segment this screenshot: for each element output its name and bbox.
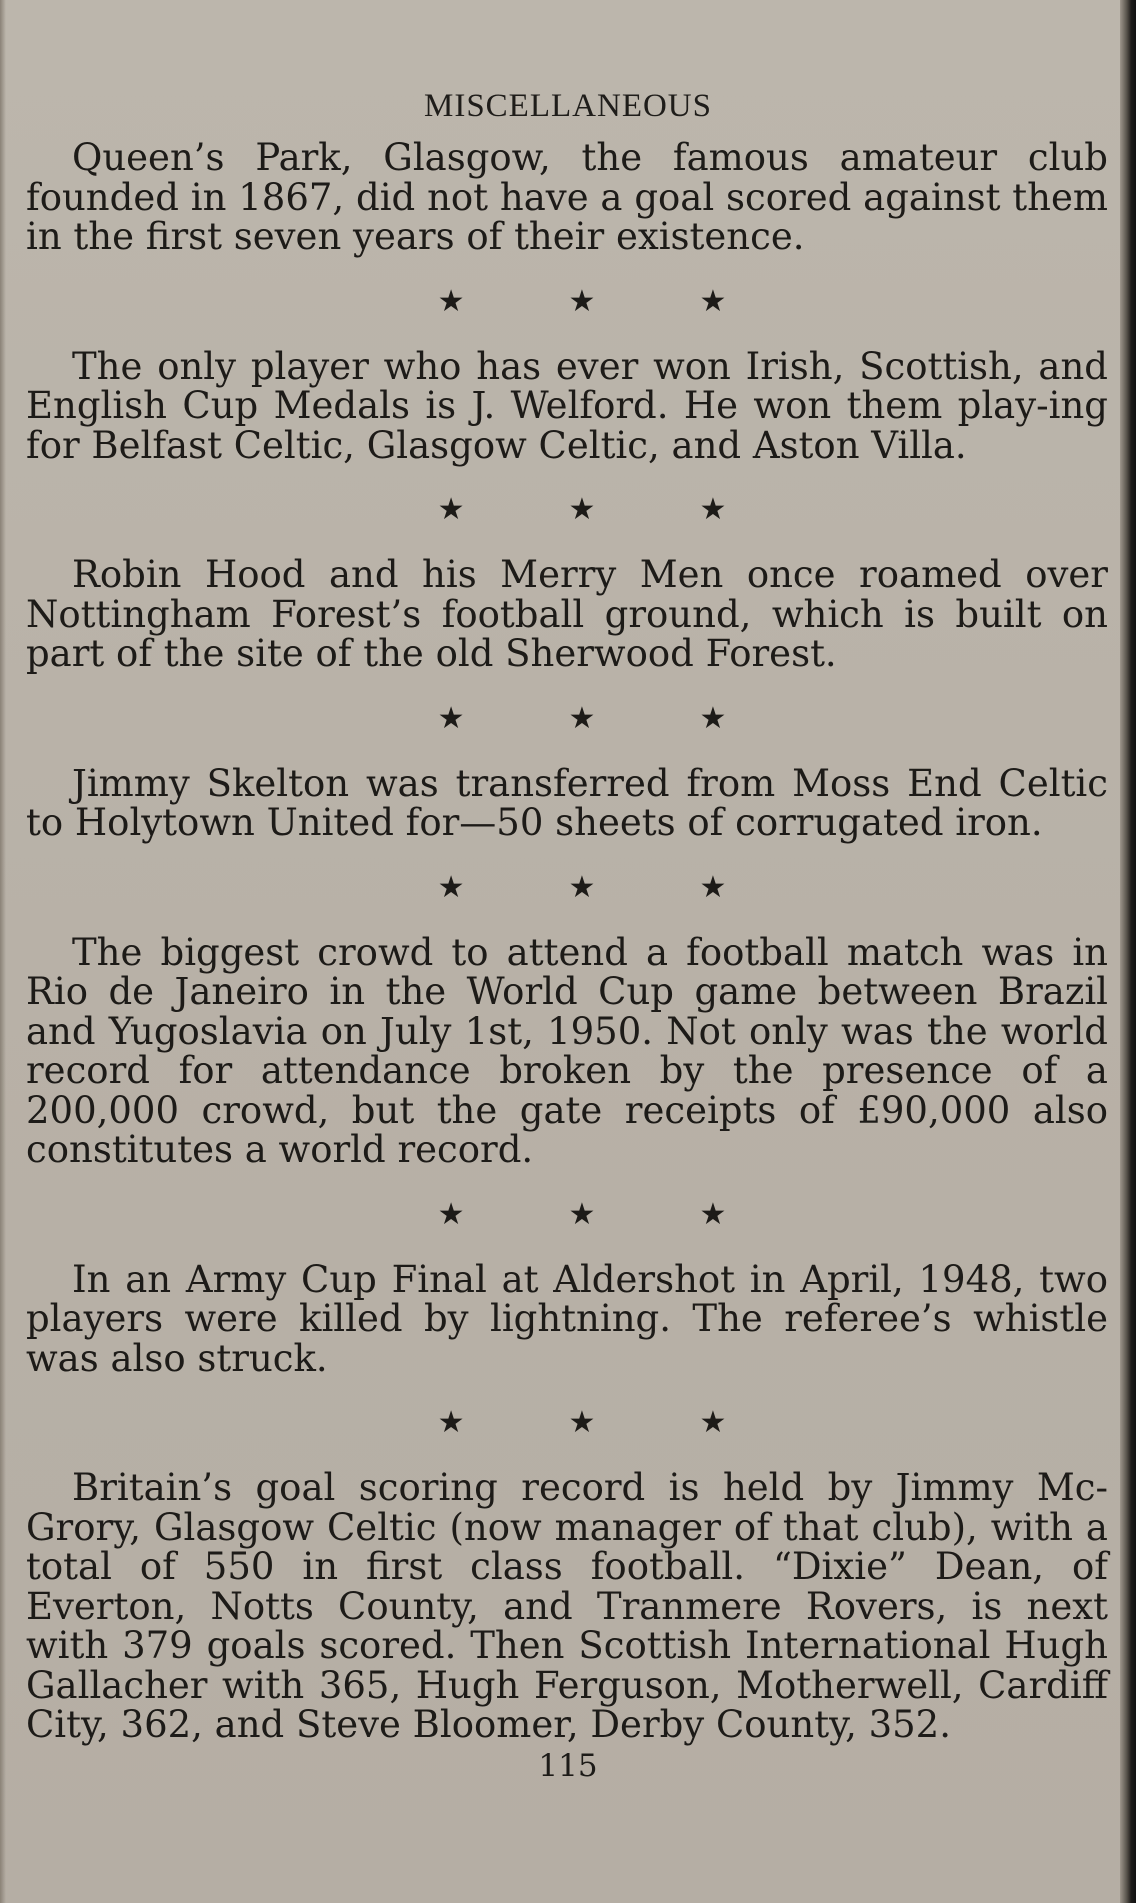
entry-skelton: Jimmy Skelton was transferred from Moss End Celtic to Holytown United for—50 sheets of corrugated iron. [26,761,1108,844]
star-separator [26,1196,1108,1232]
entry-biggest-crowd: The biggest crowd to attend a football match was in Rio de Janeiro in the World Cup game between Brazil and Yugoslavia on July 1st, 1950. Not only was the world record for attendance broken by the presence of a 200,000 crowd, but the gate receipts of £90,000 also constitutes a world record. [26,930,1108,1171]
star-icon: ★ [568,283,596,319]
star-icon: ★ [699,869,727,905]
entry-queens-park: Queen’s Park, Glasgow, the famous amateur club founded in 1867, did not have a goal scored against them in the first seven years of their existence. [26,136,1108,258]
star-icon: ★ [437,1196,465,1232]
star-icon: ★ [437,1405,465,1440]
entry-welford: The only player who has ever won Irish, Scottish, and English Cup Medals is J. Welford. He won them play-ing for Belfast Celtic, Glasgow Celtic, and Aston Villa. [26,344,1108,467]
star-separator [26,700,1108,736]
star-separator [26,869,1108,905]
page-gutter-shadow [0,0,6,1903]
star-icon: ★ [699,700,727,736]
entry-robin-hood: Robin Hood and his Merry Men once roamed over Nottingham Forest’s football ground, which is built on part of the site of the old Sherwood Forest. [26,553,1108,675]
page-body [26,138,1108,1745]
page-edge [1120,0,1136,1903]
star-icon: ★ [699,492,727,527]
star-icon: ★ [568,869,596,905]
star-icon: ★ [437,700,465,736]
star-icon: ★ [568,1196,596,1232]
star-icon: ★ [568,700,596,736]
entry-goal-scoring-record: Britain’s goal scoring record is held by Jimmy Mc-Grory, Glasgow Celtic (now manager of that club), with a total of 550 in first class football. “Dixie” Dean, of Everton, Notts County, and Tranmere Rovers, is next with 379 goals scored. Then Scottish International Hugh Gallacher with 365, Hugh Ferguson, Motherwell, Cardiff City, 362, and Steve Bloomer, Derby County, 352. [26,1466,1108,1746]
page-number: 115 [538,1748,598,1784]
star-icon: ★ [437,283,465,319]
star-separator [26,492,1108,527]
star-icon: ★ [437,492,465,527]
star-separator [26,283,1108,319]
star-icon: ★ [437,869,465,905]
entry-army-cup: In an Army Cup Final at Aldershot in April, 1948, two players were killed by lightning. The referee’s whistle was also struck. [26,1257,1108,1380]
running-header: MISCELLANEOUS [423,88,712,124]
star-icon: ★ [568,492,596,527]
star-icon: ★ [568,1405,596,1440]
star-icon: ★ [699,283,727,319]
star-icon: ★ [699,1405,727,1440]
star-icon: ★ [699,1196,727,1232]
star-separator [26,1405,1108,1440]
